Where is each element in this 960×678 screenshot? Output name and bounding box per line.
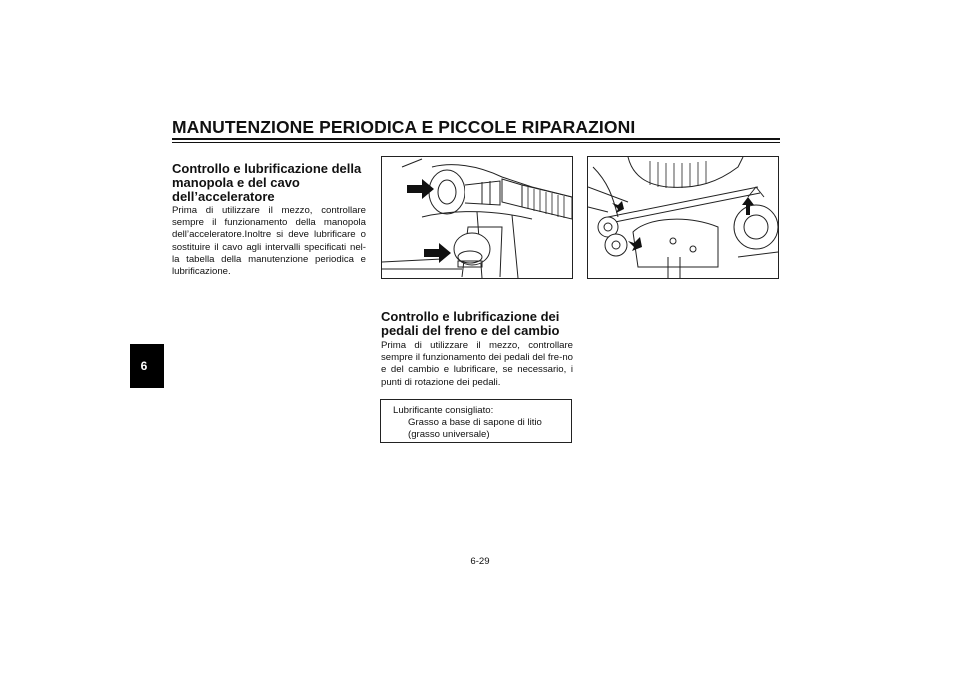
page-title: MANUTENZIONE PERIODICA E PICCOLE RIPARAZIONI	[172, 117, 636, 137]
header-rule-thin	[172, 142, 780, 143]
header-rule	[172, 138, 780, 140]
section-heading-pedals: Controllo e lubrificazione dei pedali del freno e del cambio	[381, 309, 560, 338]
section-body-pedals: Prima di utilizzare il mezzo, controllare sempre il funzionamento dei pedali del fre-no e del cambio e lubrificare, se necessario, i punti di rotazione dei pedali.	[381, 340, 573, 388]
throttle-cable-illustration	[381, 156, 573, 279]
recommended-lubricant-box	[380, 399, 572, 443]
chapter-number: 6	[140, 359, 148, 373]
section-heading-throttle: Controllo e lubrificazione della manopola e del cavo dell’acceleratore	[172, 161, 362, 204]
lubricant-type: Grasso a base di sapone di litio	[408, 417, 542, 428]
brake-shift-pedal-illustration	[587, 156, 779, 279]
page-number: 6-29	[470, 556, 490, 567]
section-body-throttle: Prima di utilizzare il mezzo, controllare sempre il funzionamento della manopola dell’acceleratore.Inoltre si deve lubrificare o sostituire il cavo agli intervalli specificati nel-la tabella della manutenzione periodica e lubrificazione.	[172, 205, 366, 278]
lubricant-label: Lubrificante consigliato:	[393, 405, 494, 416]
chapter-tab	[130, 344, 164, 388]
lubricant-type-note: (grasso universale)	[408, 429, 490, 440]
